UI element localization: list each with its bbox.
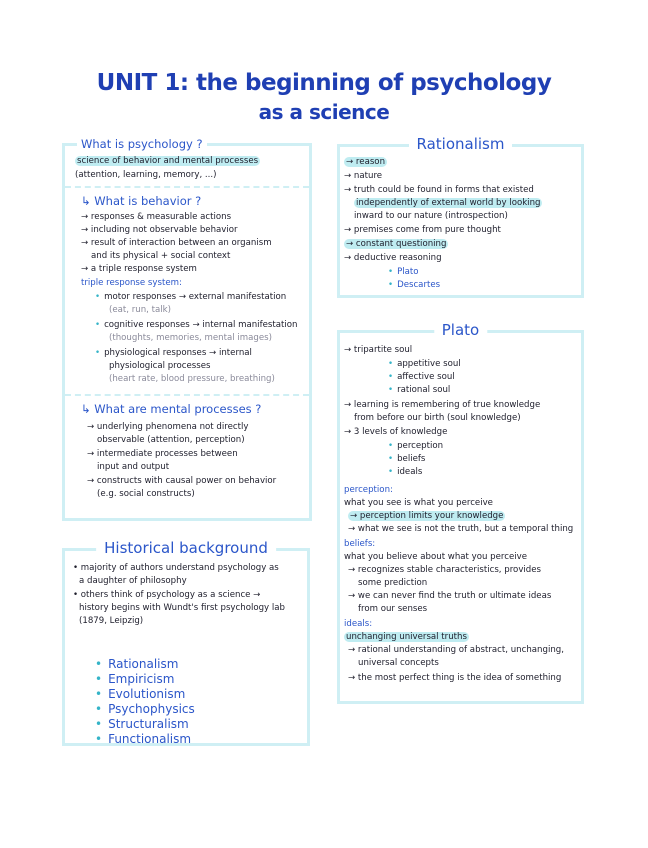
beliefs-point: what you believe about what you perceive [344, 552, 528, 562]
rationalism-point: → constant questioning [346, 239, 447, 249]
cognitive-examples: (thoughts, memories, mental images) [109, 333, 272, 343]
behavior-point: → result of interaction between an organism [81, 238, 272, 248]
level-item: • ideals [388, 467, 422, 478]
beliefs-point: from our senses [358, 604, 428, 614]
history-point: a daughter of philosophy [79, 576, 187, 586]
rationalism-point: → nature [344, 171, 383, 181]
schools-list [95, 657, 195, 747]
plato-point: → 3 levels of knowledge [344, 427, 448, 437]
school-item: • Psychophysics [95, 702, 195, 717]
history-point: • majority of authors understand psychology as [73, 563, 279, 573]
physiological-responses: • physiological responses → internal [95, 348, 252, 359]
beliefs-heading: beliefs: [344, 539, 376, 549]
perception-point: → perception limits your knowledge [350, 511, 504, 521]
mental-point: → constructs with causal power on behavior [87, 476, 277, 486]
soul-item: • appetitive soul [388, 359, 461, 370]
historical-box [62, 539, 310, 746]
mental-point: → underlying phenomena not directly [87, 422, 249, 432]
soul-item: • rational soul [388, 385, 450, 396]
rationalism-box [337, 135, 584, 298]
ideals-point: universal concepts [358, 658, 439, 668]
school-item: • Functionalism [95, 732, 195, 747]
mental-point: input and output [97, 462, 170, 472]
behavior-point: → a triple response system [81, 264, 197, 274]
rationalist-name: • Descartes [388, 280, 440, 291]
school-item: • Rationalism [95, 657, 195, 672]
behavior-heading: ↳ What is behavior ? [81, 194, 202, 208]
school-item: • Structuralism [95, 717, 195, 732]
history-point: • others think of psychology as a science → [73, 590, 261, 600]
ideals-point: unchanging universal truths [346, 632, 467, 642]
beliefs-point: → recognizes stable characteristics, provides [348, 565, 542, 575]
perception-heading: perception: [344, 485, 393, 495]
psychology-def-examples: (attention, learning, memory, ...) [75, 170, 217, 180]
ideals-heading: ideals: [344, 619, 373, 629]
rationalist-name: • Plato [388, 267, 419, 278]
rationalism-point: inward to our nature (introspection) [354, 211, 508, 221]
plato-heading: Plato [434, 321, 487, 339]
school-item: • Evolutionism [95, 687, 195, 702]
psychology-box [62, 137, 312, 521]
psychology-heading: What is psychology ? [77, 137, 207, 151]
psychology-def: science of behavior and mental processes [77, 156, 259, 166]
history-point: (1879, Leipzig) [79, 616, 144, 626]
mental-point: → intermediate processes between [87, 449, 238, 459]
perception-point: → what we see is not the truth, but a temporal thing [348, 524, 574, 534]
beliefs-point: → we can never find the truth or ultimate ideas [348, 591, 552, 601]
ideals-point: → rational understanding of abstract, unchanging, [348, 645, 564, 655]
plato-point: from before our birth (soul knowledge) [354, 413, 521, 423]
behavior-point: and its physical + social context [91, 251, 231, 261]
plato-point: → tripartite soul [344, 345, 413, 355]
motor-responses: • motor responses → external manifestation [95, 292, 286, 303]
rationalism-point: → truth could be found in forms that existed [344, 185, 534, 195]
cognitive-responses: • cognitive responses → internal manifestation [95, 320, 297, 331]
plato-box [337, 321, 584, 704]
mental-point: (e.g. social constructs) [97, 489, 195, 499]
mental-point: observable (attention, perception) [97, 435, 245, 445]
page-subtitle: as a science [258, 100, 390, 124]
behavior-point: → responses & measurable actions [81, 212, 232, 222]
level-item: • beliefs [388, 454, 425, 465]
motor-examples: (eat, run, talk) [109, 305, 171, 315]
ideals-point: → the most perfect thing is the idea of something [348, 673, 562, 683]
historical-heading: Historical background [96, 539, 276, 557]
rationalism-point: → premises come from pure thought [344, 225, 501, 235]
perception-point: what you see is what you perceive [344, 498, 493, 508]
triple-response-heading: triple response system: [81, 278, 182, 288]
history-point: history begins with Wundt's first psychology lab [79, 603, 285, 613]
rationalism-point: → deductive reasoning [344, 253, 442, 263]
rationalism-heading: Rationalism [409, 135, 513, 153]
mental-processes-heading: ↳ What are mental processes ? [81, 402, 262, 416]
soul-item: • affective soul [388, 372, 455, 383]
rationalism-point: independently of external world by looking [356, 198, 541, 208]
rationalism-point: → reason [346, 157, 386, 167]
physiological-text: physiological processes [109, 361, 211, 371]
level-item: • perception [388, 441, 443, 452]
page-title: UNIT 1: the beginning of psychology [96, 70, 552, 96]
plato-point: → learning is remembering of true knowledge [344, 400, 541, 410]
physiological-examples: (heart rate, blood pressure, breathing) [109, 374, 275, 384]
beliefs-point: some prediction [358, 578, 428, 588]
behavior-point: → including not observable behavior [81, 225, 238, 235]
school-item: • Empiricism [95, 672, 195, 687]
